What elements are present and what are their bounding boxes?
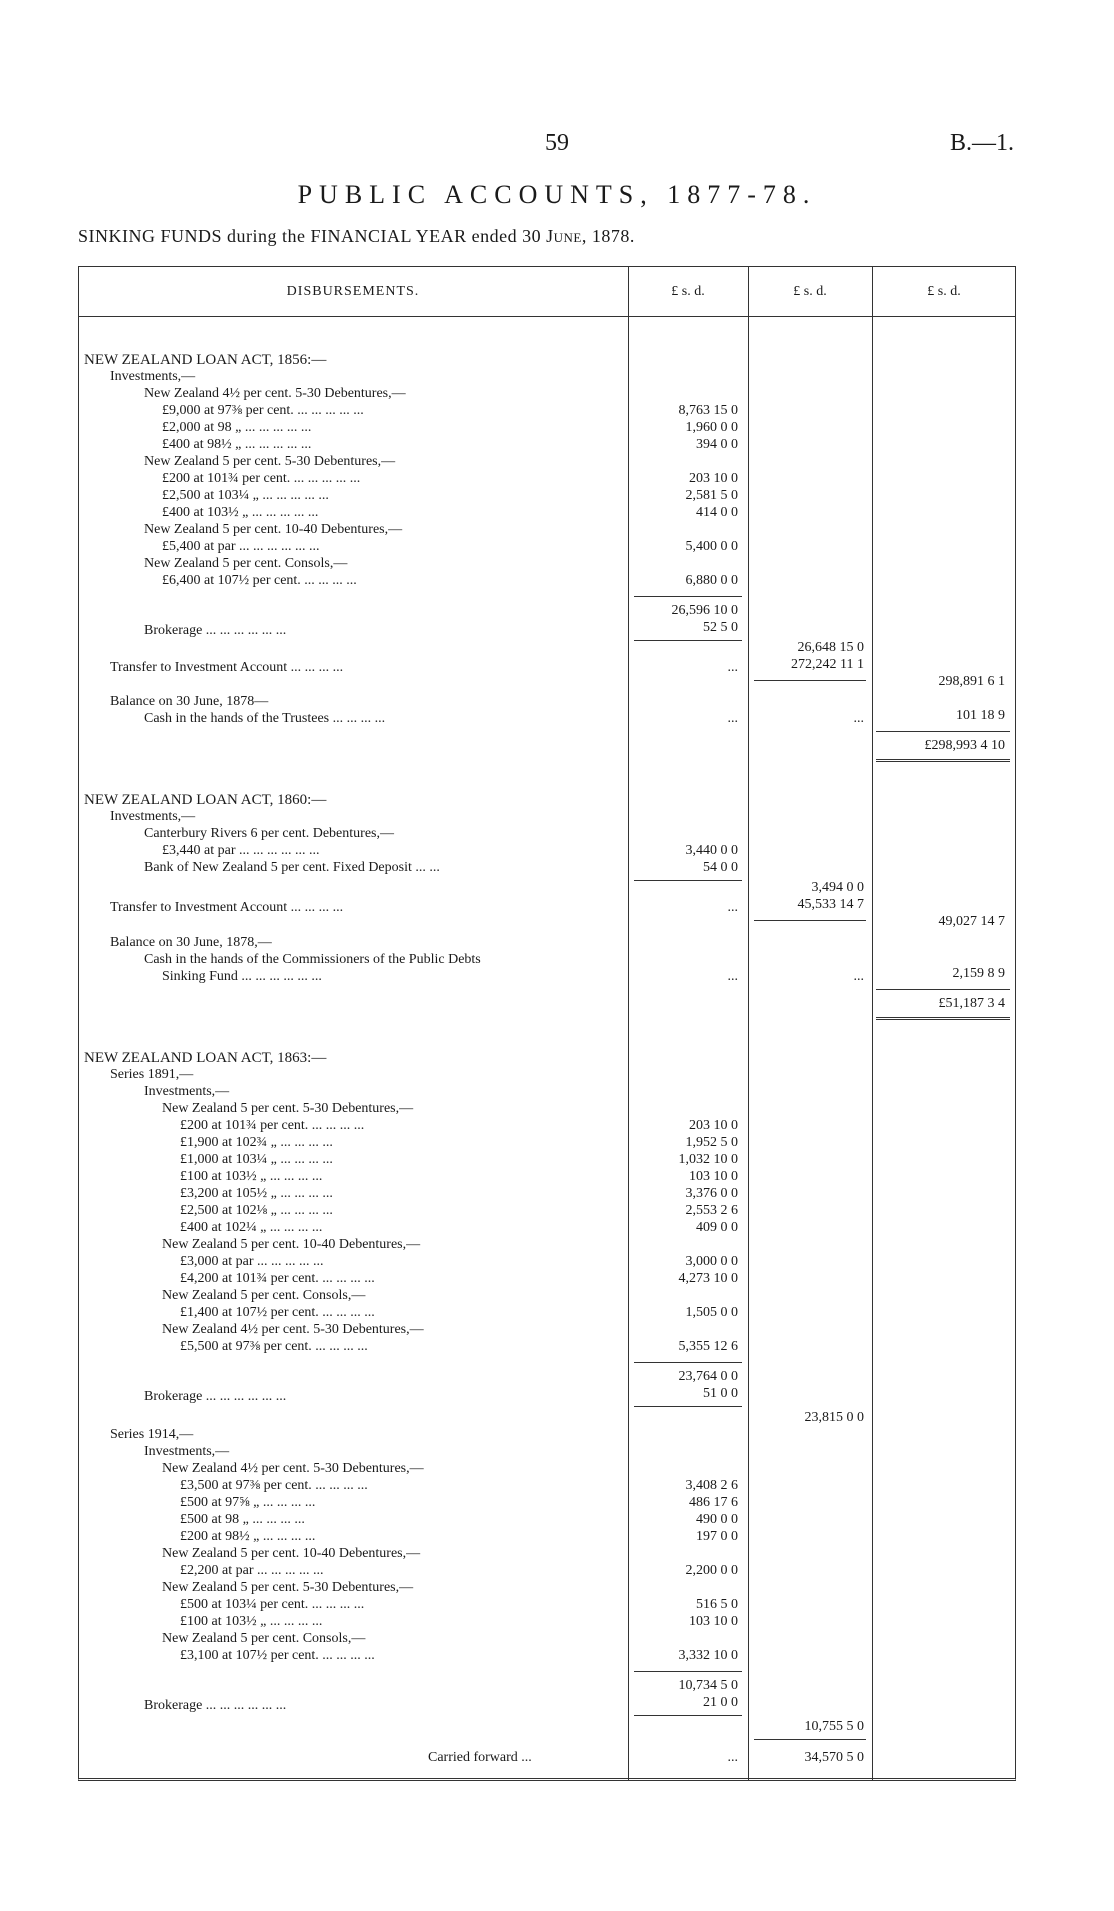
label-investments: Investments,— [110, 369, 196, 384]
subtotal-rule [634, 1362, 742, 1363]
line-item-brokerage: Brokerage ... ... ... ... ... ... [144, 1389, 287, 1404]
label-investments: Investments,— [144, 1084, 230, 1099]
dots: ... [727, 660, 738, 675]
line-item: £100 at 103½ „ ... ... ... ... [180, 1169, 323, 1184]
dots: ... [727, 969, 738, 984]
carried-forward-amount: 34,570 5 0 [804, 1750, 864, 1765]
label-balance: Balance on 30 June, 1878,— [110, 935, 272, 950]
amount: 2,200 0 0 [685, 1563, 738, 1578]
line-item-transfer: Transfer to Investment Account ... ... ... ... [110, 900, 344, 915]
amount: 103 10 0 [689, 1169, 738, 1184]
label-subhead: New Zealand 4½ per cent. 5-30 Debentures,— [162, 1461, 424, 1476]
subtotal-amount: 10,734 5 0 [678, 1678, 738, 1693]
amount: 2,553 2 6 [685, 1203, 738, 1218]
line-item: Bank of New Zealand 5 per cent. Fixed Deposit ... ... [144, 860, 440, 875]
amount: 1,505 0 0 [685, 1305, 738, 1320]
transfer-amount: 45,533 14 7 [797, 897, 864, 912]
line-item-brokerage: Brokerage ... ... ... ... ... ... [144, 623, 287, 638]
dots: ... [727, 900, 738, 915]
subtotal-rule [634, 596, 742, 597]
line-item: £3,500 at 97⅜ per cent. ... ... ... ... [180, 1478, 368, 1493]
line-item: £400 at 103½ „ ... ... ... ... ... [162, 505, 319, 520]
subtotal-amount: 23,764 0 0 [678, 1369, 738, 1384]
amount: 409 0 0 [696, 1220, 738, 1235]
amount: 394 0 0 [696, 437, 738, 452]
label-series: Series 1891,— [110, 1067, 194, 1082]
line-item: £200 at 98½ „ ... ... ... ... [180, 1529, 316, 1544]
column-rule-2 [748, 266, 749, 1780]
line-item: £3,200 at 105½ „ ... ... ... ... [180, 1186, 333, 1201]
line-item: £500 at 97⅝ „ ... ... ... ... [180, 1495, 316, 1510]
column-header-2: £ s. d. [793, 284, 827, 299]
line-item: £3,100 at 107½ per cent. ... ... ... ... [180, 1648, 375, 1663]
amount: 3,408 2 6 [685, 1478, 738, 1493]
amount: 103 10 0 [689, 1614, 738, 1629]
label-subhead: New Zealand 5 per cent. 5-30 Debentures,— [144, 454, 396, 469]
line-item: £1,000 at 103¼ „ ... ... ... ... [180, 1152, 333, 1167]
amount: 1,952 5 0 [685, 1135, 738, 1150]
line-item: £2,500 at 102⅛ „ ... ... ... ... [180, 1203, 333, 1218]
line-item: £4,200 at 101¾ per cent. ... ... ... ... [180, 1271, 375, 1286]
subtotal-rule [634, 1406, 742, 1407]
line-item: £500 at 98 „ ... ... ... ... [180, 1512, 305, 1527]
brokerage-amount: 51 0 0 [703, 1386, 738, 1401]
subtotal-rule [634, 880, 742, 881]
line-item-cash: Cash in the hands of the Trustees ... ... ... ... [144, 711, 386, 726]
label-investments: Investments,— [110, 809, 196, 824]
line-item: £2,500 at 103¼ „ ... ... ... ... ... [162, 488, 329, 503]
dots: ... [853, 969, 864, 984]
label-subhead: New Zealand 4½ per cent. 5-30 Debentures,— [162, 1322, 424, 1337]
amount: 4,273 10 0 [678, 1271, 738, 1286]
line-item-cash-cont: Sinking Fund ... ... ... ... ... ... [162, 969, 322, 984]
page-subtitle [78, 226, 635, 247]
label-subhead: New Zealand 5 per cent. 10-40 Debentures,— [144, 522, 403, 537]
amount: 414 0 0 [696, 505, 738, 520]
column-header-description: DISBURSEMENTS. [286, 284, 420, 299]
amount: 5,355 12 6 [678, 1339, 738, 1354]
dots: ... [727, 1750, 738, 1765]
line-item: £400 at 102¼ „ ... ... ... ... [180, 1220, 323, 1235]
cash-amount: 2,159 8 9 [952, 966, 1005, 981]
cash-amount: 101 18 9 [956, 708, 1005, 723]
line-item-cash: Cash in the hands of the Commissioners of the Public Debts [144, 952, 481, 967]
line-item: £5,500 at 97⅜ per cent. ... ... ... ... [180, 1339, 368, 1354]
section-title-1860: NEW ZEALAND LOAN ACT, 1860:— [84, 792, 327, 808]
line-item: £200 at 101¾ per cent. ... ... ... ... [180, 1118, 365, 1133]
amount: 3,440 0 0 [685, 843, 738, 858]
amount: 6,880 0 0 [685, 573, 738, 588]
amount: 490 0 0 [696, 1512, 738, 1527]
dots: ... [727, 711, 738, 726]
section-title-1856: NEW ZEALAND LOAN ACT, 1856:— [84, 352, 327, 368]
subtitle-month: June [546, 226, 582, 246]
column-header-3: £ s. d. [927, 284, 961, 299]
label-subhead: New Zealand 5 per cent. 5-30 Debentures,— [162, 1101, 414, 1116]
amount: 486 17 6 [689, 1495, 738, 1510]
label-subhead: New Zealand 5 per cent. 10-40 Debentures,— [162, 1546, 421, 1561]
amount: 1,960 0 0 [685, 420, 738, 435]
amount: 516 5 0 [696, 1597, 738, 1612]
line-item: £500 at 103¼ per cent. ... ... ... ... [180, 1597, 365, 1612]
amount: 5,400 0 0 [685, 539, 738, 554]
line-item: £400 at 98½ „ ... ... ... ... ... [162, 437, 312, 452]
dots: ... [853, 711, 864, 726]
label-balance: Balance on 30 June, 1878— [110, 694, 269, 709]
line-item-brokerage: Brokerage ... ... ... ... ... ... [144, 1698, 287, 1713]
line-item: £3,000 at par ... ... ... ... ... [180, 1254, 324, 1269]
page-title: PUBLIC ACCOUNTS, 1877-78. [297, 180, 817, 209]
line-item: £2,000 at 98 „ ... ... ... ... ... [162, 420, 312, 435]
line-item: £6,400 at 107½ per cent. ... ... ... ... [162, 573, 357, 588]
label-subhead: New Zealand 5 per cent. 10-40 Debentures,— [162, 1237, 421, 1252]
label-investments: Investments,— [144, 1444, 230, 1459]
amount: 203 10 0 [689, 471, 738, 486]
total-rule [754, 920, 866, 921]
label-subhead: New Zealand 5 per cent. 5-30 Debentures,— [162, 1580, 414, 1595]
page-number: 59 [545, 130, 569, 156]
amount: 3,376 0 0 [685, 1186, 738, 1201]
label-subhead: New Zealand 4½ per cent. 5-30 Debentures,— [144, 386, 406, 401]
subtitle-text-a: SINKING FUNDS during the FINANCIAL YEAR ended 30 [78, 226, 542, 246]
total-rule [754, 1739, 866, 1740]
grand-total-rule [876, 731, 1010, 732]
amount: 54 0 0 [703, 860, 738, 875]
label-subhead: Canterbury Rivers 6 per cent. Debentures,— [144, 826, 394, 841]
amount: 3,000 0 0 [685, 1254, 738, 1269]
amount: 8,763 15 0 [678, 403, 738, 418]
label-subhead: New Zealand 5 per cent. Consols,— [162, 1631, 366, 1646]
column-rule-3 [872, 266, 873, 1780]
investments-total: 3,494 0 0 [811, 880, 864, 895]
amount: 2,581 5 0 [685, 488, 738, 503]
header-rule [78, 316, 1016, 317]
line-item: £200 at 101¾ per cent. ... ... ... ... ... [162, 471, 361, 486]
transfer-amount: 272,242 11 1 [791, 657, 864, 672]
subtotal-rule [634, 1715, 742, 1716]
line-item: £2,200 at par ... ... ... ... ... [180, 1563, 324, 1578]
section-sum: 298,891 6 1 [938, 674, 1005, 689]
line-item: £5,400 at par ... ... ... ... ... ... [162, 539, 320, 554]
subtotal-rule [634, 640, 742, 641]
brokerage-amount: 21 0 0 [703, 1695, 738, 1710]
column-header-1: £ s. d. [671, 284, 705, 299]
investments-total: 26,648 15 0 [797, 640, 864, 655]
amount: 197 0 0 [696, 1529, 738, 1544]
series-total: 23,815 0 0 [804, 1410, 864, 1425]
column-rule-1 [628, 266, 629, 1780]
line-item: £9,000 at 97⅜ per cent. ... ... ... ... ... [162, 403, 364, 418]
label-series: Series 1914,— [110, 1427, 194, 1442]
line-item: £1,900 at 102¾ „ ... ... ... ... [180, 1135, 333, 1150]
subtitle-text-c: , 1878. [581, 226, 635, 246]
double-rule [876, 1017, 1010, 1020]
double-rule [876, 759, 1010, 762]
subtotal-amount: 26,596 10 0 [671, 603, 738, 618]
label-subhead: New Zealand 5 per cent. Consols,— [144, 556, 348, 571]
section-total: £51,187 3 4 [938, 996, 1005, 1011]
section-sum: 49,027 14 7 [938, 914, 1005, 929]
line-item: £3,440 at par ... ... ... ... ... ... [162, 843, 320, 858]
line-item: £100 at 103½ „ ... ... ... ... [180, 1614, 323, 1629]
line-item: £1,400 at 107½ per cent. ... ... ... ... [180, 1305, 375, 1320]
amount: 3,332 10 0 [678, 1648, 738, 1663]
subtotal-rule [634, 1671, 742, 1672]
amount: 203 10 0 [689, 1118, 738, 1133]
label-subhead: New Zealand 5 per cent. Consols,— [162, 1288, 366, 1303]
line-item-transfer: Transfer to Investment Account ... ... ... ... [110, 660, 344, 675]
total-rule [754, 680, 866, 681]
section-total: £298,993 4 10 [924, 738, 1005, 753]
document-code: B.—1. [949, 130, 1014, 156]
brokerage-amount: 52 5 0 [703, 620, 738, 635]
amount: 1,032 10 0 [678, 1152, 738, 1167]
grand-total-rule [876, 989, 1010, 990]
series-total: 10,755 5 0 [804, 1719, 864, 1734]
carried-forward-label: Carried forward ... [428, 1750, 532, 1765]
section-title-1863: NEW ZEALAND LOAN ACT, 1863:— [84, 1050, 327, 1066]
